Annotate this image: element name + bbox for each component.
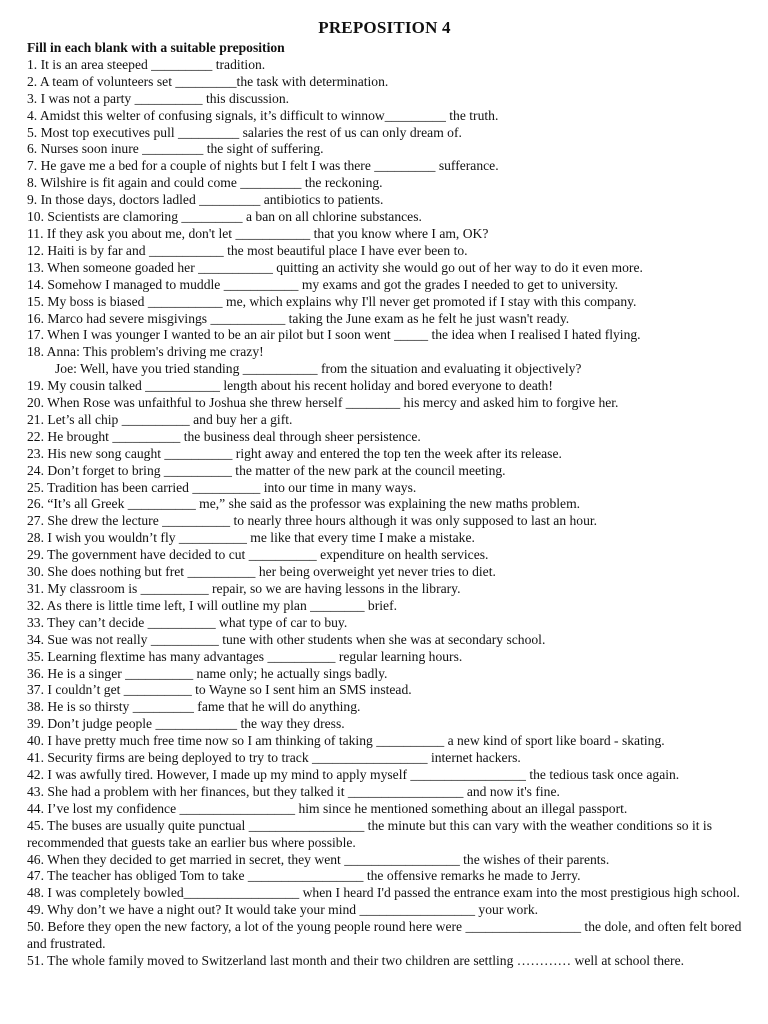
exercise-item: 33. They can’t decide __________ what type of car to buy. <box>27 614 348 630</box>
exercise-item: 4. Amidst this welter of confusing signals, it’s difficult to winnow_________ the truth. <box>27 107 499 123</box>
exercise-item: 50. Before they open the new factory, a lot of the young people round here were _________________ the dole, and often felt bored and frustrated. <box>27 919 742 952</box>
exercise-item: 12. Haiti is by far and ___________ the most beautiful place I have ever been to. <box>27 242 468 258</box>
exercise-item: 6. Nurses soon inure _________ the sight of suffering. <box>27 141 324 157</box>
exercise-item: 39. Don’t judge people ____________ the way they dress. <box>27 716 345 732</box>
exercise-item: 30. She does nothing but fret __________ her being overweight yet never tries to diet. <box>27 564 496 580</box>
exercise-item: 34. Sue was not really __________ tune with other students when she was at secondary school. <box>27 631 546 647</box>
exercise-item: 27. She drew the lecture __________ to nearly three hours although it was only supposed to last an hour. <box>27 513 598 529</box>
exercise-item: 26. “It’s all Greek __________ me,” she said as the professor was explaining the new maths problem. <box>27 496 581 512</box>
exercise-item: 11. If they ask you about me, don't let ___________ that you know where I am, OK? <box>27 225 489 241</box>
exercise-item: 46. When they decided to get married in secret, they went _________________ the wishes of their parents. <box>27 851 610 867</box>
exercise-item: 13. When someone goaded her ___________ quitting an activity she would go out of her way to do it even more. <box>27 259 643 275</box>
exercise-item: 41. Security firms are being deployed to try to track _________________ internet hackers. <box>27 750 521 766</box>
exercise-item: 14. Somehow I managed to muddle ___________ my exams and got the grades I needed to get to university. <box>27 276 619 292</box>
exercise-item: 25. Tradition has been carried __________ into our time in many ways. <box>27 479 417 495</box>
exercise-list <box>27 57 742 970</box>
exercise-item: 20. When Rose was unfaithful to Joshua she threw herself ________ his mercy and asked him to forgive her. <box>27 395 619 411</box>
exercise-item: 17. When I was younger I wanted to be an air pilot but I soon went _____ the idea when I realised I hated flying. <box>27 327 641 343</box>
exercise-item: 21. Let’s all chip __________ and buy her a gift. <box>27 411 293 427</box>
exercise-item: 15. My boss is biased ___________ me, which explains why I'll never get promoted if I stay with this company. <box>27 293 637 309</box>
exercise-item: 10. Scientists are clamoring _________ a ban on all chlorine substances. <box>27 209 422 225</box>
exercise-item: 5. Most top executives pull _________ salaries the rest of us can only dream of. <box>27 124 462 140</box>
exercise-item: 51. The whole family moved to Switzerland last month and their two children are settling ………… well at school there. <box>27 952 685 968</box>
exercise-item: 9. In those days, doctors ladled _________ antibiotics to patients. <box>27 192 384 208</box>
instruction-text: Fill in each blank with a suitable preposition <box>27 40 285 55</box>
exercise-item: 37. I couldn’t get __________ to Wayne so I sent him an SMS instead. <box>27 682 412 698</box>
exercise-item: 19. My cousin talked ___________ length about his recent holiday and bored everyone to death! <box>27 378 553 394</box>
exercise-item: 42. I was awfully tired. However, I made up my mind to apply myself _________________ the tedious task once again. <box>27 766 680 782</box>
exercise-item: 22. He brought __________ the business deal through sheer persistence. <box>27 428 421 444</box>
exercise-item: 40. I have pretty much free time now so I am thinking of taking __________ a new kind of sport like board - skating. <box>27 733 665 749</box>
exercise-item: 2. A team of volunteers set _________the task with determination. <box>27 73 389 89</box>
exercise-item: 35. Learning flextime has many advantages __________ regular learning hours. <box>27 648 463 664</box>
exercise-item: 16. Marco had severe misgivings ___________ taking the June exam as he felt he just wasn't ready. <box>27 310 570 326</box>
exercise-item: 29. The government have decided to cut __________ expenditure on health services. <box>27 547 489 563</box>
exercise-item: 32. As there is little time left, I will outline my plan ________ brief. <box>27 597 397 613</box>
exercise-item: 3. I was not a party __________ this discussion. <box>27 90 290 106</box>
exercise-item: 31. My classroom is __________ repair, so we are having lessons in the library. <box>27 581 461 596</box>
exercise-item: 1. It is an area steeped _________ tradition. <box>27 56 266 72</box>
exercise-item: 24. Don’t forget to bring __________ the matter of the new park at the council meeting. <box>27 462 506 478</box>
exercise-item: 36. He is a singer __________ name only; he actually sings badly. <box>27 665 388 681</box>
exercise-item: 49. Why don’t we have a night out? It would take your mind _________________ your work. <box>27 902 539 918</box>
exercise-item: 44. I’ve lost my confidence _________________ him since he mentioned something about an illegal passport. <box>27 800 628 816</box>
exercise-item: 38. He is so thirsty _________ fame that he will do anything. <box>27 699 361 715</box>
exercise-item: Joe: Well, have you tried standing ___________ from the situation and evaluating it objectively? <box>55 361 582 377</box>
exercise-item: 47. The teacher has obliged Tom to take _________________ the offensive remarks he made to Jerry. <box>27 868 581 884</box>
exercise-item: 43. She had a problem with her finances, but they talked it _________________ and now it's fine. <box>27 783 560 799</box>
exercise-item: 45. The buses are usually quite punctual _________________ the minute but this can vary with the weather conditions so it is recommended that guests take an earlier bus where possible. <box>27 817 712 850</box>
exercise-item: 18. Anna: This problem's driving me crazy! <box>27 344 264 360</box>
exercise-item: 48. I was completely bowled_________________ when I heard I'd passed the entrance exam into the most prestigious high school. <box>27 885 740 901</box>
exercise-item: 23. His new song caught __________ right away and entered the top ten the week after its release. <box>27 445 562 461</box>
exercise-item: 7. He gave me a bed for a couple of nights but I felt I was there _________ sufferance. <box>27 158 499 174</box>
exercise-item: 28. I wish you wouldn’t fly __________ me like that every time I make a mistake. <box>27 530 475 546</box>
exercise-item: 8. Wilshire is fit again and could come _________ the reckoning. <box>27 175 383 191</box>
page-title: PREPOSITION 4 <box>318 18 451 37</box>
